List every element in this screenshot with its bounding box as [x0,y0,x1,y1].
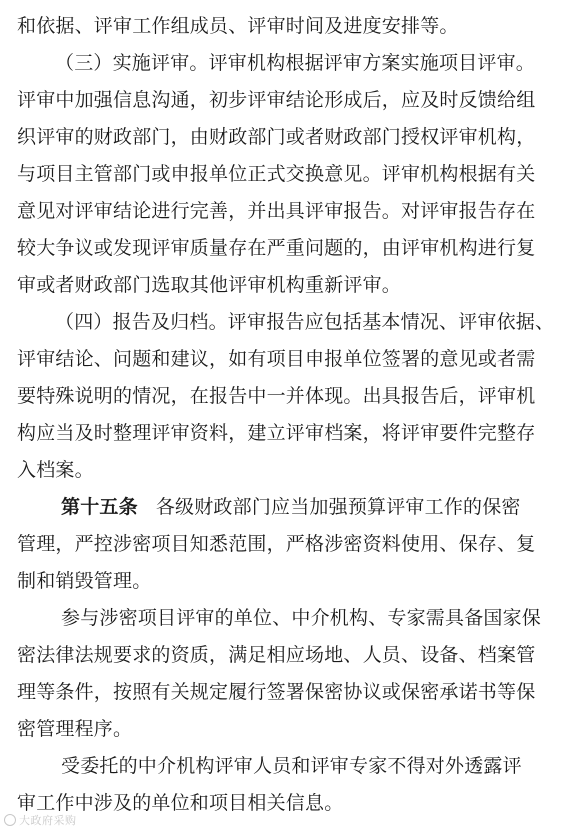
article-text: 各级财政部门应当加强预算评审工作的保密 [155,496,521,518]
watermark-logo-icon [4,814,16,826]
text-line: 织评审的财政部门，由财政部门或者财政部门授权评审机构， [17,126,536,148]
watermark [4,812,77,828]
text-line: 密法律法规要求的资质，满足相应场地、人员、设备、档案管 [17,644,536,666]
text-line: 审或者财政部门选取其他评审机构重新评审。 [17,274,402,296]
text-line: 较大争议或发现评审质量存在严重问题的，由评审机构进行复 [17,237,536,259]
paragraph-four-heading-line: （四）报告及归档。评审报告应包括基本情况、评审依据、 [55,311,555,333]
text-line: 评审中加强信息沟通，初步评审结论形成后，应及时反馈给组 [17,89,536,111]
text-line: 密管理程序。 [17,718,133,740]
text-line: 与项目主管部门或申报单位正式交换意见。评审机构根据有关 [17,163,536,185]
text-line: 要特殊说明的情况，在报告中一并体现。出具报告后，评审机 [17,385,536,407]
text-line: 和依据、评审工作组成员、评审时间及进度安排等。 [17,15,459,37]
paragraph-start-line: 参与涉密项目评审的单位、中介机构、专家需具备国家保 [61,607,542,629]
text-line: 构应当及时整理评审资料，建立评审档案，将评审要件完整存 [17,422,536,444]
text-line: 制和销毁管理。 [17,570,152,592]
watermark-text: 大政府采购 [19,814,77,827]
paragraph-three-heading-line: （三）实施评审。评审机构根据评审方案实施项目评审。 [55,52,536,74]
text-line: 理等条件，按照有关规定履行签署保密协议或保密承诺书等保 [17,681,536,703]
paragraph-start-line: 受委托的中介机构评审人员和评审专家不得对外透露评 [61,755,522,777]
article-fifteen-line [17,489,561,526]
text-line: 入档案。 [17,459,94,481]
text-line: 管理，严控涉密项目知悉范围，严格涉密资料使用、保存、复 [17,533,536,555]
article-heading: 第十五条 [61,496,138,518]
text-line: 审工作中涉及的单位和项目相关信息。 [17,792,344,814]
text-line: 评审结论、问题和建议，如有项目申报单位签署的意见或者需 [17,348,536,370]
text-line: 意见对评审结论进行完善，并出具评审报告。对评审报告存在 [17,200,536,222]
